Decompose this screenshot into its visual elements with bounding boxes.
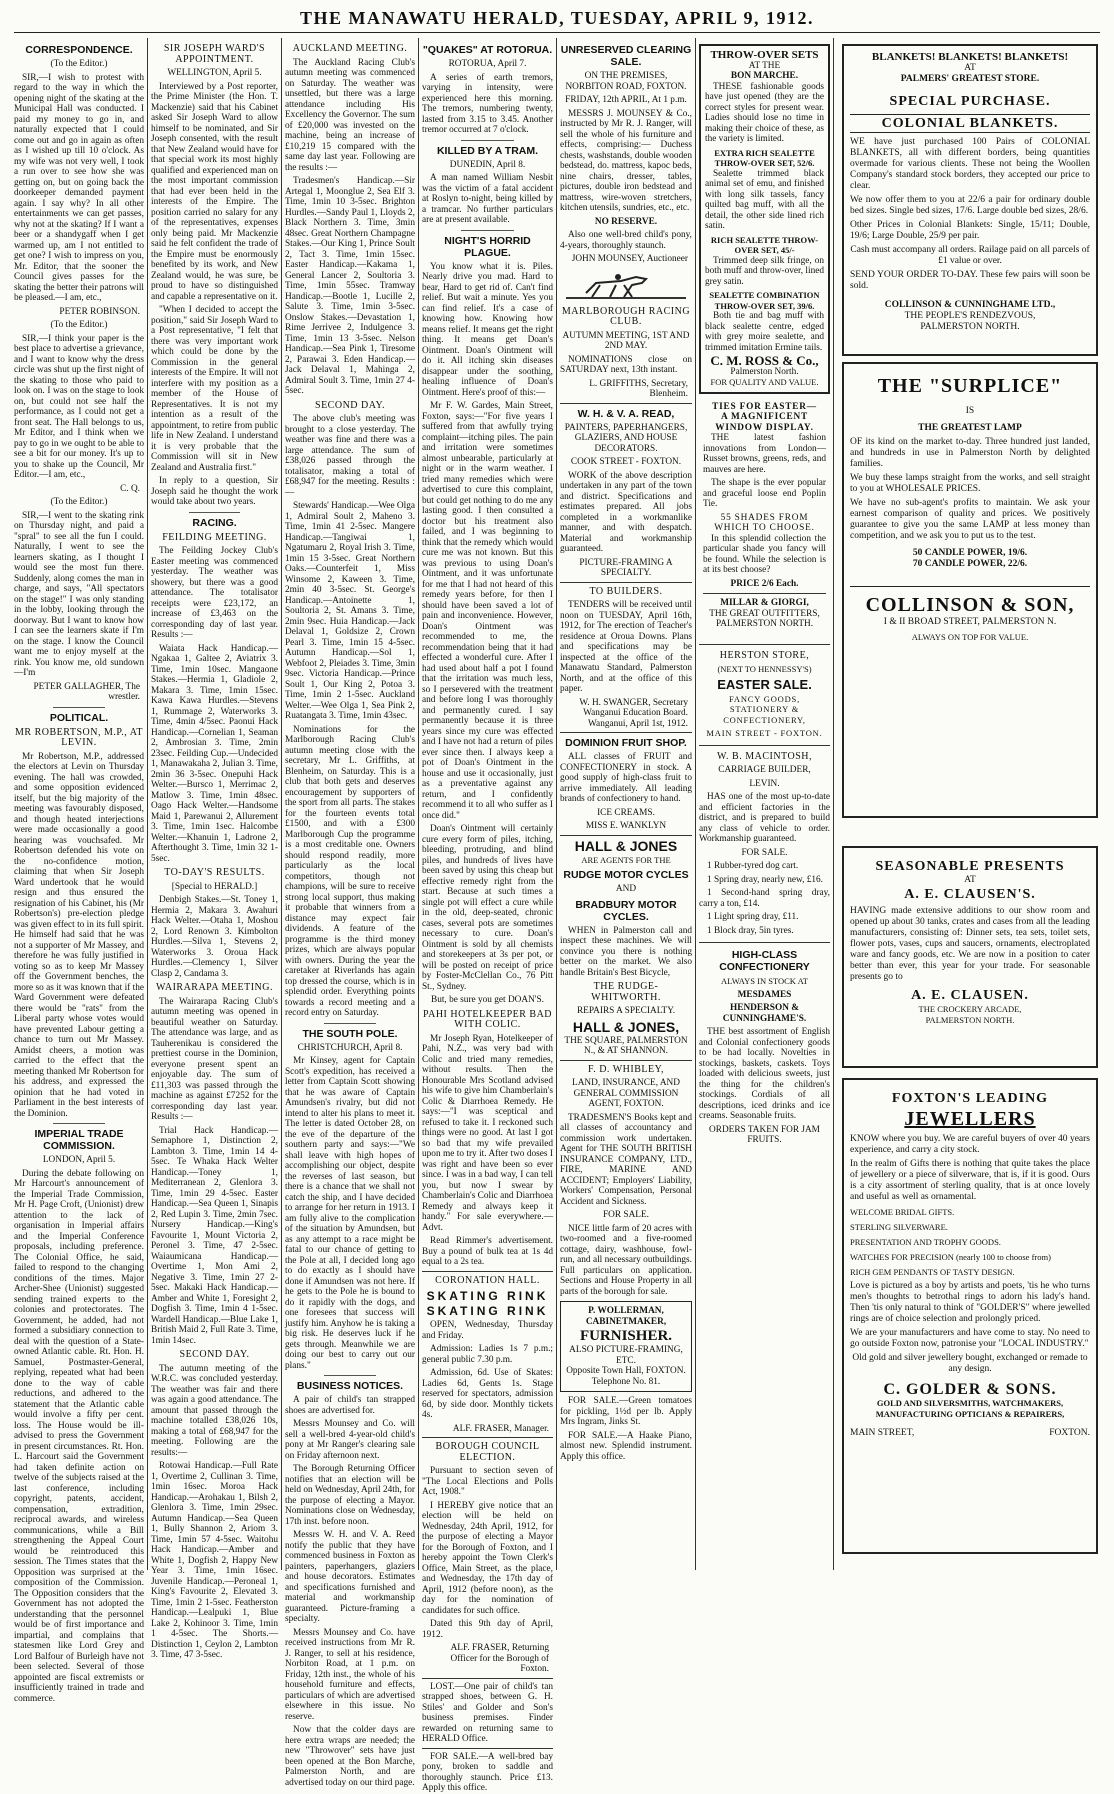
article-heading: FEILDING MEETING. xyxy=(162,531,267,543)
advert-heading: HALL & JONES xyxy=(574,837,678,854)
article-heading: TO-DAY'S RESULTS. xyxy=(164,867,265,878)
advert-heading: CORONATION HALL. xyxy=(435,1274,540,1286)
notice-body: Messrs W. H. and V. A. Reed notify the public that they have commenced business in Foxton as painters, paperhangers, glaziers and house decorators. Estimates and specifications furnished and material and workmanship guaranteed. Picture-framing a specialty. xyxy=(285,1530,415,1624)
special-tag: [Special to HERALD.] xyxy=(171,881,258,892)
advert-heading: A MAGNIFICENT xyxy=(720,412,809,422)
advert-line: REPAIRS A SPECIALTY. xyxy=(576,1006,676,1016)
advert-line: EXTRA RICH SEALETTE THROW-OVER SET, 52/6. xyxy=(714,147,815,168)
race-results: Trial Hack Handicap.—Semaphore 1, Distinction 2, Lambton 3. Time, 1min 14 4-5sec. Te Whaka Hack Welter Handicap.—Toney 1, Mediterranean 2, Glenlora 3. Time, 1min 29 4-5sec. Easter Handicap.—Sea Queen 1, Sinapis 2, Red Lupin 3. Time, 2min 7sec. Nursery Handicap.—King's Favourite 1, Mount Victoria 2, Peronel 3. Time, 47 2-5sec. Waiaumicana Handicap.—Overtime 1, Mon Ami 2, Negative 3. Time, 1min 27 2-5sec. Makaki Hack Handicap.—Amber and White 1, Foresight 2, Dogfish 3. Time, 1min 4 1-5sec. Wardell Handicap.—Blue Lake 1, British Maid 2, Full Rate 3. Time, 1min 14sec. xyxy=(151,1125,278,1346)
advert-line: AT THE xyxy=(748,60,781,71)
divider xyxy=(461,140,513,141)
throwover-advert xyxy=(699,44,830,394)
jewel-item: STERLING SILVERWARE. xyxy=(850,1222,948,1232)
article-body: The Wairarapa Racing Club's autumn meeting was opened in beautiful weather on Saturday. The attendance was large, and as Tauherenikau is considered the prettiest course in the Dominion, everyone present spent an enjoyable day. The sum of £11,303 was passed through the machine as against £7252 for the corresponding day last year. Results :— xyxy=(151,996,278,1122)
article-body: The autumn meeting of the W.R.C. was concluded yesterday. The weather was fair and there was again a good attendance. The amount that passed through the machine totalled £38,026 10s, making a total of £68,947 for the meeting. Following are the results:— xyxy=(151,1363,278,1458)
notice-signature: ALF. FRASER, Returning Officer for the Borough of Foxton. xyxy=(450,1643,549,1674)
advert-heading: P. WOLLERMAN, xyxy=(588,1306,664,1316)
divider xyxy=(324,1375,376,1376)
classified-ad: LOST.—One pair of child's tan strapped shoes, between G. H. Stiles' and Golder and Son's business premises. Finder rewarded on returning same to HERALD Office. xyxy=(422,1681,553,1744)
advert-body: WE have just purchased 100 Pairs of COLONIAL BLANKETS, all with different borders, being quantities overmade for various clients. These not being the Woollen Company's standard stock borders, they accepted our price to clear. xyxy=(850,137,1090,191)
advert-address: COOK STREET - FOXTON. xyxy=(570,457,682,467)
advert-heading: RUDGE MOTOR CYCLES xyxy=(563,869,689,881)
advert-body: OF its kind on the market to-day. Three hundred just landed, and hundreds in use in Palmerston North by delighted families. xyxy=(850,437,1090,469)
section-heading: BUSINESS NOTICES. xyxy=(296,1380,404,1392)
jewel-item: WATCHES FOR PRECISION (nearly 100 to choose from) xyxy=(850,1252,1051,1262)
advert-subheading: AUTUMN MEETING, 1ST AND 2ND MAY. xyxy=(562,330,690,351)
advert-line: SEALETTE COMBINATION THROW-OVER SET, 39/6. xyxy=(709,290,820,311)
section-heading: CORRESPONDENCE. xyxy=(25,44,133,56)
advert-body: You know what it is. Piles. Nearly drive you mad. Hard to bear, Hard to get rid of. Can't find relief. But wait a minute. Yes you can find relief. It's a case of knowing how. Knowing how means relief. It means get the right thing. It means get Doan's Ointment. Doan's Ointment will do it. All itching skin diseases disappear under the soothing, healing influence of Doan's Ointment. Here's proof of this:— xyxy=(422,261,553,398)
advert-body: WORK of the above description undertaken in any part of the town and district. Specifications and estimates prepared. All jobs completed in a workmanlike manner, and with despatch. Material and workmanship guaranteed. xyxy=(560,470,692,554)
advert-heading: MARLBOROUGH RACING CLUB. xyxy=(561,305,691,327)
article-body: Interviewed by a Post reporter, the Prime Minister (the Hon. T. Mackenzie) said that his Cabinet asked Sir Joseph Ward to allow himself to be nominated, and Sir Joseph consented, with the result that New Zealand would have for that special work its most highly qualified and experienced man on the most important commission that had ever been held in the interests of the Empire. The position carried no salary for any of the representatives, expenses only being paid. Mr Mackenzie said he felt confident the trade of the Empire must be enormously benefited by its work, and New Zealand would, he was sure, be proud to have so distinguished and capable a representative on it. xyxy=(151,81,278,302)
advert-heading: A. E. CLAUSEN'S. xyxy=(904,887,1036,902)
column-divider xyxy=(281,38,282,1570)
article-heading: AUCKLAND MEETING. xyxy=(292,43,408,54)
advert-body: Also one well-bred child's pony, 4-years, thoroughly staunch. xyxy=(560,230,692,251)
advert-heading: HALL & JONES, xyxy=(572,1018,680,1035)
advert-signature: ALF. FRASER, Manager. xyxy=(452,1423,549,1434)
divider xyxy=(560,582,692,583)
advert-signature: MISS E. WANKLYN xyxy=(585,821,667,831)
notice-body: Dated this 9th day of April, 1912. xyxy=(422,1619,553,1640)
masthead-rule xyxy=(14,32,1100,33)
divider xyxy=(560,1060,692,1061)
article-body: The Auckland Racing Club's autumn meeting was commenced on Saturday. The weather was unsettled, but there was a large attendance including His Excellency the Governor. The sum of £20,000 was invested on the machine, being an increase of £10,219 15 compared with the same day last year. Following are the results :— xyxy=(285,57,415,173)
advert-heading: MILLAR & GIORGI, xyxy=(720,598,809,608)
advert-body: Admission, 6d. Use of Skates: Ladies 6d, Gents 1s. Stage reserved for spectators, admission 6d, by side door. Monthly tickets 4s. xyxy=(422,1368,553,1420)
advert-address: Opposite Town Hall, FOXTON. xyxy=(566,1366,686,1376)
notice-signature: W. H. SWANGER, Secretary Wanganui Education Board. Wanganui, April 1st, 1912. xyxy=(579,697,688,729)
sale-item: 1 Rubber-tyred dog cart. xyxy=(707,861,799,871)
advert-body: Other Prices in Colonial Blankets: Single, 15/11; Double, 19/6; Large Double, 25/9 per pair. xyxy=(850,220,1090,241)
advert-phone: Telephone No. 81. xyxy=(591,1376,661,1387)
article-heading: KILLED BY A TRAM. xyxy=(436,144,539,157)
section-heading: POLITICAL. xyxy=(49,711,109,724)
advert-address: PALMERSTON NORTH. xyxy=(920,322,1020,332)
advert-signature: L. GRIFFITHS, Secretary, Blenheim. xyxy=(589,378,688,399)
advert-body: THE latest fashion innovations from London—Russet browns, greens, reds, and mauves are here. xyxy=(703,433,826,475)
advert-body: In the realm of Gifts there is nothing that quite takes the place of jewellery or a piece of silverware, that is, if it is good. Ours is a city assortment of sterling quality, that is at once lovely and useful as well as ornamental. xyxy=(850,1159,1090,1202)
section-heading: THE SOUTH POLE. xyxy=(302,1027,398,1040)
advert-subheading: PAINTERS, PAPERHANGERS, GLAZIERS, AND HOUSE DECORATORS. xyxy=(564,422,688,454)
advert-heading: BRADBURY MOTOR CYCLES. xyxy=(575,898,677,923)
letter-signature: C. Q. xyxy=(120,483,140,494)
advert-body: KNOW where you buy. We are careful buyers of over 40 years experience, and carry a city stock. xyxy=(850,1134,1090,1155)
advert-subheading: THE CROCKERY ARCADE, xyxy=(918,1004,1022,1014)
advert-body: Old gold and silver jewellery bought, exchanged or remade to any design. xyxy=(852,1353,1088,1374)
advert-body: Sealette trimmed black animal set of emu, and finished with long silk tassels, fancy quilted bag muff, with all the detail, the other side lined rich satin. xyxy=(705,168,824,231)
advert-body: We now offer them to you at 22/6 a pair for ordinary double bed sizes. Single bed sizes, 17/6. Large double bed sizes, 28/6. xyxy=(850,195,1090,216)
advert-firm: C. GOLDER & SONS. xyxy=(883,1381,1057,1398)
divider xyxy=(699,745,830,746)
divider xyxy=(560,732,692,733)
advert-address: Palmerston North. xyxy=(730,366,799,377)
jewel-item: PRESENTATION AND TROPHY GOODS. xyxy=(850,1237,1001,1247)
sale-item: 1 Second-hand spring dray, carry a ton, £14. xyxy=(699,888,830,909)
column-3 xyxy=(285,40,416,1788)
advert-heading: FOXTON'S LEADING xyxy=(891,1091,1049,1106)
advert-address: PALMERSTON NORTH. xyxy=(925,1015,1015,1025)
advert-heading: THE "SURPLICE" xyxy=(877,375,1063,397)
notice-body: TENDERS will be received until noon on TUESDAY, April 16th, 1912, for The erection of Teacher's residence at Oroua Downs. Plans and specifications may be inspected at the office of the Manawatu Standard, Palmerston North, and at the office of this paper. xyxy=(560,600,692,694)
advert-body: Read Rimmer's advertisement. Buy a pound of bulk tea at 1s 4d equal to a 2s tea. xyxy=(422,1236,553,1267)
section-heading: RACING. xyxy=(192,516,237,529)
advert-heading: PAHI HOTELKEEPER BAD WITH COLIC. xyxy=(422,1008,553,1030)
advert-heading: DOMINION FRUIT SHOP. xyxy=(565,737,687,749)
street-label: MAIN STREET, xyxy=(850,1428,915,1438)
column-divider xyxy=(833,38,834,1570)
advert-body: THE best assortment of English and Colonial confectionery goods to be had locally. Novelties in stockings, baskets, caskets. Toys loaded with delicious sweets, just the thing for the children's stockings. Cordials of all descriptions, iced drinks and ice creams. Seasonable fruits. xyxy=(699,1027,830,1121)
advert-body: Love is pictured as a boy by artists and poets, 'tis he who turns men's thoughts to betrothal rings to adorn his lady's hand. Then 'tis only natural to think of "GOLDER'S" where jewelled rings are of choice selection and prolongly priced. xyxy=(850,1281,1090,1324)
advert-subheading: ARE AGENTS FOR THE xyxy=(581,854,671,865)
column-divider xyxy=(147,38,148,1570)
advert-date: FRIDAY, 12th APRIL, At 1 p.m. xyxy=(565,95,687,105)
notice-body: Messrs Mounsey and Co. have received instructions from Mr R. J. Ranger, to sell at his residence, Norbiton Road, at 1 p.m. on Friday, 12th inst., the whole of his household furniture and effects, particulars of which are advertised elsewhere in this issue. No reserve. xyxy=(285,1627,415,1722)
dateline: WELLINGTON, April 5. xyxy=(167,68,262,78)
notice-body: Pursuant to section seven of "The Local Elections and Polls Act, 1908." xyxy=(422,1466,553,1497)
article-body: The Feilding Jockey Club's Easter meeting was commenced yesterday. The weather was showery, but there was a good attendance. The totalisator receipts were £23,172, an increase of £3,463 on the corresponding day of last year. Results :— xyxy=(151,546,278,640)
advert-heading: BON MARCHE. xyxy=(730,71,799,81)
advert-line: FANCY GOODS, STATIONERY & CONFECTIONERY, xyxy=(723,693,806,725)
race-results: Waiata Hack Handicap.—Ngakaa 1, Galtee 2, Aviatrix 3. Time, 1min 10sec. Mangaone Stakes.—Hermia 1, Gladiole 2, Makara 3. Time, 1min 15sec. Kawa Kawa Hurdles.—Stevens 1, Rummage 2, Waterworks 3. Time, 4min 4/5sec. Paonui Hack Handicap.—Cornelian 1, Seaman 2, Ambrosian 3. Time, 2min 23sec. Feilding Cup.—Undecided 1, Manawakaha 2, Julian 3. Time, 2min 36 3-5sec. Onepuhi Hack Welter.—Bursco 1, Merrimac 2, Matlow 3. Time, 1min 48sec. Oago Hack Welter.—Handsome Maid 1, Parewanui 2, Allurement 3. Time, 1min 1sec. Halcombe Welter.—Khanuin 1, Ladrone 2, Afterthought 3. Time, 1min 32 1-5sec. xyxy=(151,643,278,864)
advert-body: Admission: Ladies 1s 7 p.m.; general public 7.30 p.m. xyxy=(422,1344,553,1365)
article-heading: MR ROBERTSON, M.P., AT LEVIN. xyxy=(15,726,143,748)
notice-body: I HEREBY give notice that an election will be held on Wednesday, 24th April, 1912, for the purpose of electing a Mayor for the Borough of Foxton, and I hereby appoint the Town Clerk's Office, Main Street, as the place, and Wednesday, the 17th day of April, 1912 (before noon), as the day for the nomination of candidates for such office. xyxy=(422,1500,553,1616)
column-divider xyxy=(695,38,696,1570)
advert-heading: JEWELLERS xyxy=(904,1108,1036,1130)
divider xyxy=(189,512,240,513)
race-results: Stewards' Handicap.—Wee Olga 1, Admiral Soult 2, Maheno 3. Time, 1min 41 2-5sec. Mangere Handicap.—Tangiwai 1, Ngatumaru 2, Royal Irish 3. Time, 1min 15 3-5sec. Great Northern Oaks.—Counterfeit 1, Miss Winsome 2, Kaween 3. Time, 2min 40 3-5sec. St. George's Handicap.—Antoinette 1, Soultoria 2, St. Amans 3. Time, 2min 9sec. Huia Handicap.—Jack Delaval 1, Goldsize 2, Crown Pearl 3. Time, 1min 15 4-5sec. Autumn Handicap.—Sol 1, Webfoot 2, Pleiades 3. Time, 3min 9sec. Victoria Handicap.—Prince Soult 1, Our King 2, Potoa 3. Time, 1min 2 1-5sec. Auckland Welter.—Wee Olga 1, Sea Pink 2, Ruatangata 3. Time, 1min 43sec. xyxy=(285,501,416,721)
advert-body: HAVING made extensive additions to our show room and opened up about 30 tanks, crates and cases from all the leading manufacturers, consisting of: Dinner sets, tea sets, toilet sets, flower pots, vases, cups and saucers, ornaments, electroplated ware and fancy goods, etc. We are now in a position to cater better than ever, this year for your trade. For seasonable presents go to xyxy=(850,906,1090,982)
column-divider xyxy=(556,38,557,1570)
advert-price: 70 CANDLE POWER, 22/6. xyxy=(912,559,1028,569)
advert-firm: A. E. CLAUSEN. xyxy=(911,988,1029,1003)
advert-heading: BLANKETS! BLANKETS! BLANKETS! xyxy=(871,51,1069,63)
race-results: Tradesmen's Handicap.—Sir Artegal 1, Moonglue 2, Sea Elf 3. Time, 1min 10 3-5sec. Brighton Hurdles.—Sandy Paul 1, Lloyds 2, Black Northern 3. Time, 3min 48sec. Great Northern Champagne Stakes.—Our King 1, Prince Soult 2, Tact 3. Time, 1min 15sec. Easter Handicap.—Kakama 1, General Lancer 2, Soultoria 3. Time, 1min 55sec. Tramway Handicap.—Bootle 1, Lucille 2, Salute 3. Time, 1min 3-5sec. Onslow Stakes.—Devastation 1, Rime Jerrivee 2, Indulgence 3. Time, 1min 13 3-5sec. Nelson Handicap.—Sea Pink 1, Tiresome 2, Parawai 3. Eden Handicap.—Jack Delaval 1, Mahinga 2, Admiral Soult 3. Time, 1min 27 4-5sec. xyxy=(285,176,415,396)
column-2 xyxy=(151,40,278,1660)
notice-body: Messrs Mounsey and Co. will sell a well-bred 4-year-old child's pony at Mr Ranger's clearing sale on Friday afternoon next. xyxy=(285,1419,415,1461)
article-heading: SECOND DAY. xyxy=(179,1349,250,1360)
advert-body: Cash must accompany all orders. Railage paid on all parcels of £1 value or over. xyxy=(850,245,1090,266)
advert-subheading: ON THE PREMISES, NORBITON ROAD, FOXTON. xyxy=(565,71,687,92)
advert-address: PALMERSTON NORTH. xyxy=(715,619,814,629)
advert-body: WHEN in Palmerston call and inspect these machines. We will convince you there is nothing better on the market. We also handle Britain's Best Bicycle, xyxy=(560,925,692,978)
advert-subheading: GOLD AND SILVERSMITHS, WATCHMAKERS, MANUFACTURING OPTICIANS & REPAIRERS, xyxy=(875,1398,1065,1419)
article-body: A series of earth tremors, varying in intensity, were experienced here this morning. The tremors, numbering twenty, lasted from 3.15 to 3.45. Another tremor occurred at 7 o'clock. xyxy=(422,72,553,135)
advert-line: FOR SALE. xyxy=(741,847,788,858)
advert-heading: W. H. & V. A. READ, xyxy=(577,407,675,420)
divider xyxy=(560,403,692,404)
advert-address: LEVIN. xyxy=(749,778,780,789)
article-body: During the debate following on Mr Harcourt's announcement of the Imperial Trade Commission, Mr H. Page Croft, (Unionist) drew attention to the lack of organisation in Imperial affairs and the Imperial Conference proposals, including preference. The Colonial Office, he said, failed to respond to the changing conditions of the times. Major Archer-Shee (Unionist) suggested sending trained experts to the colonies and protectorates. The Government, he added, had not formed a subsidiary connection to deal with the question of a State-owned Atlantic cable. Rt. Hon. H. Samuel, Postmaster-General, replying, repeated what had been done to the way of cable reductions, and adhered to the statement that the Atlantic cable would involve a fifty per cent. loss. The House would be ill-advised to press the Government in present circumstances. Rt. Hon. L. Harcourt said the Government had taken definite action on twelve of the subjects raised at the last conference, including copyright, patents, accident, compensation, extradition, reciprocal awards, and wireless communications, while a Bill strengthening the Appeal Court would be reintroduced this session. The Times states that the Opposition was surprised at the composition of the Commission. The Opposition considers that the Government has not adopted the understanding that the personnel would be of first importance and impartial, and complains that statesmen like Lord Grey and Lord Balfour of Burleigh have not been selected. Several of those appointed are fiscal extremists or insufficiently trained in trade and commerce. xyxy=(14,1168,144,1704)
article-body: In reply to a question, Sir Joseph said he thought the work would take about two years. xyxy=(151,476,278,507)
notice-body: A pair of child's tan strapped shoes are advertised for. xyxy=(285,1395,415,1416)
advert-heading: SPECIAL PURCHASE. xyxy=(889,94,1051,109)
article-heading: SIR JOSEPH WARD'S APPOINTMENT. xyxy=(163,43,266,65)
sale-item: 1 Spring dray, nearly new, £16. xyxy=(707,874,824,885)
advert-line: NO RESERVE. xyxy=(594,216,658,227)
advert-tagline: THE PEOPLE'S RENDEZVOUS, xyxy=(904,311,1036,321)
advert-body: MESSRS J. MOUNSEY & Co., instructed by Mr R. J. Ranger, will sell the whole of his furniture and effects, comprising:— Duchess chests, washstands, double wooden bedstead, do. mattress, kapoc beds, nine chairs, dresser, tables, pictures, double iron bedstead and mattress, wire-woven stretchers, kitchen utensils, sundries, etc., etc. xyxy=(560,108,692,213)
race-results: Rotowai Handicap.—Full Rate 1, Overtime 2, Cullinan 3. Time, 1min 16sec. Moroa Hack Handicap.—Arohakau 1, Bilsh 2, Glenlora 3. Time, 1min 29sec. Autumn Handicap.—Sea Queen 1, Bully Shannon 2, Ariom 3. Time, 1min 57 4-5sec. Waitohu Hack Handicap.—Amber and White 1, Dogfish 2, Happy New Year 3. Time, 1min 16sec. Juvenile Handicap.—Peroneal 1, King's Favourite 2, Elevated 3. Time, 1min 2 1-5sec. Featherston Handicap.—Lealpuki 1, Blue Lake 2, Kohinoor 3. Time, 1min 1 4-5sec. The Shorts.—Distinction 1, Ceylon 2, Lambton 3. Time, 47 3-5sec. xyxy=(151,1461,278,1660)
divider xyxy=(422,1748,553,1749)
advert-heading: TIES FOR EASTER— xyxy=(712,401,817,412)
dateline: CHRISTCHURCH, April 8. xyxy=(297,1042,403,1053)
race-results: Denbigh Stakes.—St. Toney 1, Hermia 2, Makara 3. Awahuri Hack Welter.—Otaha 1, Moshou 2, Lord Renown 3. Kimbolton Hurdles.—Silva 1, Stevens 2, Waterworks 3. Oroua Hack Hurdles.—Clemency 1, Silver Clasp 2, Candama 3. xyxy=(151,895,278,979)
advert-line: PICTURE-FRAMING A SPECIALTY. xyxy=(579,557,673,578)
sale-item: 1 Light spring dray, £11. xyxy=(707,912,799,922)
jewel-item: RICH GEM PENDANTS OF TASTY DESIGN. xyxy=(850,1267,1015,1277)
racehorse-illustration xyxy=(566,271,686,301)
advert-body: We are your manufacturers and have come to stay. No need to go outside Foxton now, patronise your "LOCAL INDUSTRY." xyxy=(850,1328,1090,1349)
advert-firm: COLLINSON & SON, xyxy=(865,594,1075,616)
advert-body: Mr F. W. Gardes, Main Street, Foxton, says:—"For five years I suffered from that awfully trying complaint—itching piles. The pain and irritation were sometimes almost unbearable, particularly at night or in the warm weather. I tried many remedies which were advertised to cure this complaint, but could get nothing to do me any lasting good. I then consulted a doctor but his treatment also failed, and I was beginning to think that the remedy which would cure me was not known. But this was previous to using Doan's Ointment, and it was unfortunate for me that I had not heard of this remedy years before, for then I should have been saved a lot of pain and inconvenience. However, Doan's Ointment was recommended to me, the recommendation being that it had effected a wonderful cure. After I had used about half a pot I found that the irritation was much less, so I persevered with the treatment and before long I was thoroughly and permanently cured. I say permanently because it is three years since my cure was effected and I have not had a return of piles ever since then. I always keep a pot of Doan's Ointment in the house and use it occasionally, just as a preventative against any return, and I confidently recommend it to all who suffer as I once did." xyxy=(422,401,553,821)
classified-ad: FOR SALE.—Green tomatoes for pickling, 1½d per lb. Apply Mrs Ingram, Jinks St. xyxy=(560,1396,692,1427)
notice-heading: BOROUGH COUNCIL ELECTION. xyxy=(435,1441,540,1463)
advert-line: ICE CREAMS. xyxy=(597,807,655,818)
letter-body: SIR,—I wish to protest with regard to the way in which the opening night of the skating at the Municipal Hall was conducted. I paid my money to go in, and naturally expected that I could come out and go in again as often as I wished up till 10 o'clock. As my wife was not very well, I took a run over to see how she was getting on, but on going back the doorkeeper demanded payment again. I say why? In all other entertainments we can get passes, why not at the skating? If I want a beer or a shandygaff when I get warmed up, am I not entitled to get one? I wish to impress on you, Mr. Editor, that the sooner the Council gives passes for the skating the better their patrons will be pleased.—I am, etc., xyxy=(14,72,144,303)
advert-subheading: ALWAYS IN STOCK AT xyxy=(721,976,808,986)
advert-body: Trimmed deep silk fringe, on both muff and throw-over, lined grey satin. xyxy=(705,255,824,287)
advert-line: AT xyxy=(964,875,976,885)
advert-heading: C. M. ROSS & Co., xyxy=(710,353,819,368)
advert-subheading: CABINETMAKER, xyxy=(585,1316,667,1327)
clausen-advert xyxy=(842,846,1098,1068)
advert-body: Doan's Ointment will certainly cure every form of piles, itching, bleeding, protruding, and blind piles, and hundreds of lives have been saved by using this cheap but effective remedy right from the start. Because at such times a single pot will effect a cure while in the old, deep-seated, chronic cases, several pots are sometimes necessary to cure. Doan's Ointment is sold by all chemists and storekeepers at 3s per pot, or will be posted on receipt of price by Foster-McClellan Co., 76 Pitt St., Sydney. xyxy=(422,824,553,992)
blankets-advert xyxy=(842,44,1098,356)
dateline: DUNEDIN, April 8. xyxy=(449,159,526,170)
advert-body: NOMINATIONS close on SATURDAY next, 13th instant. xyxy=(560,354,692,375)
advert-subheading: THE GREAT OUTFITTERS, xyxy=(709,608,820,619)
article-body: Mr Kinsey, agent for Captain Scott's expedition, has received a letter from Captain Scott showing that he was aware of Captain Amundsen's rivalry, but did not intend to alter his plans to meet it. The letter is dated October 28, on the eve of the departure of the southern party and says:—"We shall leave with high hopes of accomplishing our object, despite the reverses of last season, but there is a chance that we shall not catch the ship, and I have decided to arrange for her return in 1913. I am fully alive to the complication of the situation by Amundsen, but as any attempt to a race might be fatal to our chance of getting to the Pole at all, I decided long ago to do exactly as I should have done if Amundsen was not here. If he gets to the Pole he is bound to do it rapidly with the dogs, and one foresees that success will justify him. Anyhow he is taking a big risk. He deserves luck if he gets through. Meanwhile we are doing our best to carry out our plans." xyxy=(285,1056,415,1371)
classified-ad: FOR SALE.—A well-bred bay pony, broken to saddle and thoroughly staunch. Price £13. Apply this office. xyxy=(422,1751,553,1793)
advert-line: FOR SALE. xyxy=(603,1210,649,1220)
advert-line: ORDERS TAKEN FOR JAM FRUITS. xyxy=(709,1124,820,1145)
advert-address: MAIN STREET - FOXTON. xyxy=(706,728,823,738)
advert-body: TRADESMEN'S Books kept and all classes of accountancy and commission work undertaken. Agent for THE SOUTH BRITISH INSURANCE COMPANY, LTD., FIRE, MARINE AND ACCIDENT; Employers' Liability, Workers' Compensation, Personal Accident and Sickness. xyxy=(560,1112,692,1207)
advert-body: NICE little farm of 20 acres with two-roomed and a five-roomed cottage, dairy, washhouse, fowl-run, and all necessary outbuildings. Full particulars on application. Sections and House Property in all parts of the borough for sale. xyxy=(560,1223,692,1297)
advert-heading: HIGH-CLASS CONFECTIONERY xyxy=(719,949,810,973)
letter-signature: PETER ROBINSON. xyxy=(59,306,140,317)
divider xyxy=(53,707,105,708)
article-body: A man named William Nesbit was the victim of a fatal accident at Roslyn to-night, being killed by a tramcar. No further particulars are at present available. xyxy=(422,173,553,225)
notice-body: The Borough Returning Officer notifies that an election will be held on Wednesday, April 24th, for the purpose of electing a Mayor. Nominations close on Wednesday, 17th inst. before noon. xyxy=(285,1464,415,1527)
advert-heading: NIGHT'S HORRID PLAGUE. xyxy=(444,234,531,259)
divider xyxy=(422,1271,553,1272)
column-6 xyxy=(699,40,830,1570)
divider xyxy=(422,1678,553,1679)
advert-line: AND xyxy=(615,884,637,894)
advert-heading: THE RUDGE-WHITWORTH. xyxy=(591,981,661,1003)
advert-heading: F. D. WHIBLEY, xyxy=(587,1063,665,1075)
advert-subheading: (NEXT TO HENNESSY'S) xyxy=(717,664,812,674)
advert-body: HAS one of the most up-to-date and efficient factories in the district, and is prepared to build any class of vehicle to order. Workmanship guaranteed. xyxy=(699,792,830,844)
divider xyxy=(53,1123,105,1124)
advert-body: Mr Joseph Ryan, Hotelkeeper of Pahi, N.Z., was very bad with Colic and tried many remedies, without results. Then the Honourable Mrs Scotland advised his wife to give him Chamberlain's Colic & Diarrhoea Remedy. He says:—"I was sceptical and refused to take it. I reckoned such things were no good. At last I got so bad that my wife prevailed upon me to try it. After two doses I was right and have been so ever since. I was in a bad way, I can tell you, but now I swear by Chamberlain's Colic and Diarrhoea Remedy and always keep it handy." For sale everywhere.—Advt. xyxy=(422,1033,554,1233)
advert-firm: COLLINSON & CUNNINGHAME LTD., xyxy=(884,300,1056,310)
article-body: Mr Robertson, M.P., addressed the electors at Levin on Thursday evening. The hall was crowded, and some opposition evidenced itself, but the big majority of the meeting was favourably disposed, and though heated interjections were made occasionally a good hearing was vouchsafed. Mr Robertson defended his vote on the no-confidence motion, claiming that when Sir Joseph Ward undertook that he would resign and thus ensured the resignation of his Cabinet, his (Mr Robertson's) pre-election pledge was given effect to in its full spirit. He himself had said that he was not a supporter of Mr Massey, and therefore he was fully justified in voting so as to keep Mr Massey off the Government benches, the more so as it was known that if the Ward Government were defeated there would be "rats" from the Liberal party whose votes would have prevented Labour getting a chance to turn out Mr Massey. Amidst cheers, a motion was carried to the effect that the meeting thanked Mr Robertson for his address, and expressed the opinion that he had voted in Parliament in the best interests of the Dominion. xyxy=(14,751,144,1119)
advert-subheading: LAND, INSURANCE, AND GENERAL COMMISSION AGENT, FOXTON. xyxy=(572,1078,680,1109)
divider xyxy=(560,835,692,836)
classified-ad: FOR SALE.—A Haake Piano, almost new. Splendid instrument. Apply this office. xyxy=(560,1430,692,1462)
divider xyxy=(461,230,513,231)
wollerman-advert xyxy=(560,1301,692,1392)
divider xyxy=(850,586,1090,587)
divider xyxy=(324,1023,376,1024)
advert-tagline: But, be sure you get DOAN'S. xyxy=(431,995,544,1005)
easter-ties-advert xyxy=(699,398,830,634)
dateline: LONDON, April 5. xyxy=(42,1155,116,1165)
column-4 xyxy=(422,40,554,1793)
advert-heading: FURNISHER. xyxy=(579,1328,673,1344)
advert-heading: HERSTON STORE, xyxy=(719,649,810,661)
advert-body: ALL classes of FRUIT and CONFECTIONERY in stock. A good supply of high-class fruit to arrive immediately. All leading brands of confectionery to hand. xyxy=(560,752,692,804)
advert-heading: SKATING RINK xyxy=(426,1289,549,1303)
advert-body: Both tie and bag muff with black sealette centre, edged with grey moire sealette, and trimmed imitation Ermine tails. xyxy=(705,311,824,353)
surplice-lamp-advert xyxy=(842,362,1098,818)
advert-price: PRICE 2/6 Each. xyxy=(730,578,799,589)
advert-body: The shape is the ever popular and graceful loose end Poplin Tie. xyxy=(703,478,826,509)
advert-body: SEND YOUR ORDER TO-DAY. These few pairs will soon be sold. xyxy=(850,270,1090,291)
advert-address: I & II BROAD STREET, PALMERSTON N. xyxy=(883,617,1057,627)
advert-heading: THE GREATEST LAMP xyxy=(918,423,1022,433)
article-heading: IMPERIAL TRADE COMMISSION. xyxy=(34,1128,124,1152)
advert-heading: SEASONABLE PRESENTS xyxy=(875,859,1065,874)
column-divider xyxy=(418,38,419,1570)
editor-tag: (To the Editor.) xyxy=(50,497,108,507)
divider xyxy=(699,644,830,645)
advert-heading: HENDERSON & CUNNINGHAME'S. xyxy=(722,1003,807,1024)
advert-tagline: FOR QUALITY AND VALUE. xyxy=(710,377,819,387)
advert-line: IS xyxy=(965,406,975,416)
sale-item: 1 Block dray, 5in tyres. xyxy=(707,925,794,936)
advert-body: We have no sub-agent's profits to maintain. We ask your earnest comparison of quality and prices. We positively guarantee to give you the same LAMP at less money than competition, and we ask you to put us to the test. xyxy=(850,498,1090,541)
article-body: Nominations for the Marlborough Racing Club's autumn meeting close with the secretary, Mr L. Griffiths, at Blenheim, on Saturday. This is a club that both gets and deserves encouragement by supporters of the sport from all parts. The stakes for the fourteen events total £1500, and with a £300 Marlborough Cup the programme is a most creditable one. Owners should respond readily, more particularly as the local competitors, though not champions, will be sure to receive strong local support, thus making it probable that winners from a distance may expect fair dividends. A feature of the programme is the third money prizes, which are always popular with owners. During the year the caretaker at Riverlands has again top dressed the course, which is in splendid order. Everything points towards a record meeting and a record entry on Saturday. xyxy=(285,724,415,1018)
notice-body: Now that the colder days are here extra wraps are needed; the new "Throwover" sets have just been opened at the Bon Marche, Palmerston North, and are advertised today on our third page. xyxy=(285,1725,415,1788)
letter-body: SIR,—I went to the skating rink on Thursday night, and paid a "spral" to see all the fun I could. Naturally, I went to see the learners skating, as I thought I would see the most fun there. Suddenly, along comes the man in charge, and says, "All spectators on the stage!" I was only standing in the lobby, looking through the doorway. But I want to know how I can see the learners skate if I'm on the stage. I know the Council want me to enjoy myself at the rink. You know me, old sundown—I'm xyxy=(14,510,144,678)
notice-heading: TO BUILDERS. xyxy=(589,585,663,597)
divider xyxy=(703,593,826,594)
advert-heading: COLONIAL BLANKETS. xyxy=(850,114,1090,133)
article-body: "When I decided to accept the position," said Sir Joseph Ward to a Post representative, "I felt that there was very important work which could be done by the Commission in the general interests of the Empire. It will not interfere with my position as a member of the House of Representatives. It is not my intention as a result of the appointment, to retire from public life in New Zealand. I understand it is very probable that the Commission will sit in New Zealand and Australia first." xyxy=(151,305,278,473)
article-body: The above club's meeting was brought to a close yesterday. The weather was fine and there was a large attendance. The sum of £38,026 passed through the totalisator, making a total of £68,947 for the meeting. Results :— xyxy=(285,414,415,498)
column-5 xyxy=(560,40,692,1570)
advert-price: 50 CANDLE POWER, 19/6. xyxy=(912,548,1028,558)
editor-tag: (To the Editor.) xyxy=(50,320,108,330)
advert-heading: SKATING RINK xyxy=(426,1304,549,1318)
advert-subheading: CARRIAGE BUILDER, xyxy=(718,765,811,775)
dateline: ROTORUA, April 7. xyxy=(448,59,527,69)
advert-heading: W. B. MACINTOSH, xyxy=(717,750,812,762)
advert-body: OPEN, Wednesday, Thursday and Friday. xyxy=(422,1320,553,1341)
letter-body: SIR,—I think your paper is the best place to advertise a grievance, and I want to know why the dress circle was shut up the first night of the skating to those who paid to look on. I was on the stage to look on, but could not see half the performance, as I could not get a front seat. The Hall belongs to us, Mr Editor, and I think when we pay to go in we ought to be able to see a bit for our money. It's up to you to shake up the Council, Mr Editor.—I am, etc., xyxy=(14,333,144,480)
town-label: FOXTON. xyxy=(1049,1428,1090,1438)
advert-body: In this splendid collection the particular shade you fancy will be found. While the selection is at its best choose? xyxy=(703,533,826,575)
advert-heading: PALMERS' GREATEST STORE. xyxy=(900,74,1040,84)
article-heading: WAIRARAPA MEETING. xyxy=(156,982,273,993)
advert-heading: EASTER SALE. xyxy=(717,676,812,692)
article-heading: SECOND DAY. xyxy=(315,399,385,411)
advert-signature: JOHN MOUNSEY, Auctioneer xyxy=(571,254,688,264)
advert-tagline: ALWAYS ON TOP FOR VALUE. xyxy=(911,632,1029,642)
column-1 xyxy=(14,40,144,1704)
editor-tag: (To the Editor.) xyxy=(50,59,108,69)
advert-line: AT xyxy=(964,63,976,73)
advert-heading: THROW-OVER SETS xyxy=(710,49,819,61)
divider xyxy=(422,1437,553,1438)
article-heading: "QUAKES" AT ROTORUA. xyxy=(422,44,553,56)
advert-line: ALSO PICTURE-FRAMING, ETC. xyxy=(569,1345,683,1366)
advert-heading: WINDOW DISPLAY. xyxy=(715,422,814,433)
masthead: THE MANAWATU HERALD, TUESDAY, APRIL 9, 1912. xyxy=(299,8,815,28)
advert-address xyxy=(850,1428,1090,1439)
advert-address: THE SQUARE, PALMERSTON N., & AT SHANNON. xyxy=(564,1035,688,1056)
advert-body: THESE fashionable goods have just opened (they are the correct styles for present wear. Ladies should lose no time in making their choice of these, as the variety is limited. xyxy=(705,81,824,144)
advert-heading: UNRESERVED CLEARING SALE. xyxy=(560,44,692,68)
golder-jewellers-advert xyxy=(842,1078,1098,1554)
advert-line: MESDAMES xyxy=(737,989,792,1000)
letter-signature: PETER GALLAGHER, The wrestler. xyxy=(33,681,140,702)
divider xyxy=(699,942,830,943)
jewel-item: WELCOME BRIDAL GIFTS. xyxy=(850,1207,955,1217)
advert-heading: 55 SHADES FROM WHICH TO CHOOSE. xyxy=(714,512,815,533)
advert-line: RICH SEALETTE THROW-OVER SET, 45/- xyxy=(710,234,819,255)
advert-body: We buy these lamps straight from the works, and sell straight to you at WHOLESALE PRICES. xyxy=(850,473,1090,494)
